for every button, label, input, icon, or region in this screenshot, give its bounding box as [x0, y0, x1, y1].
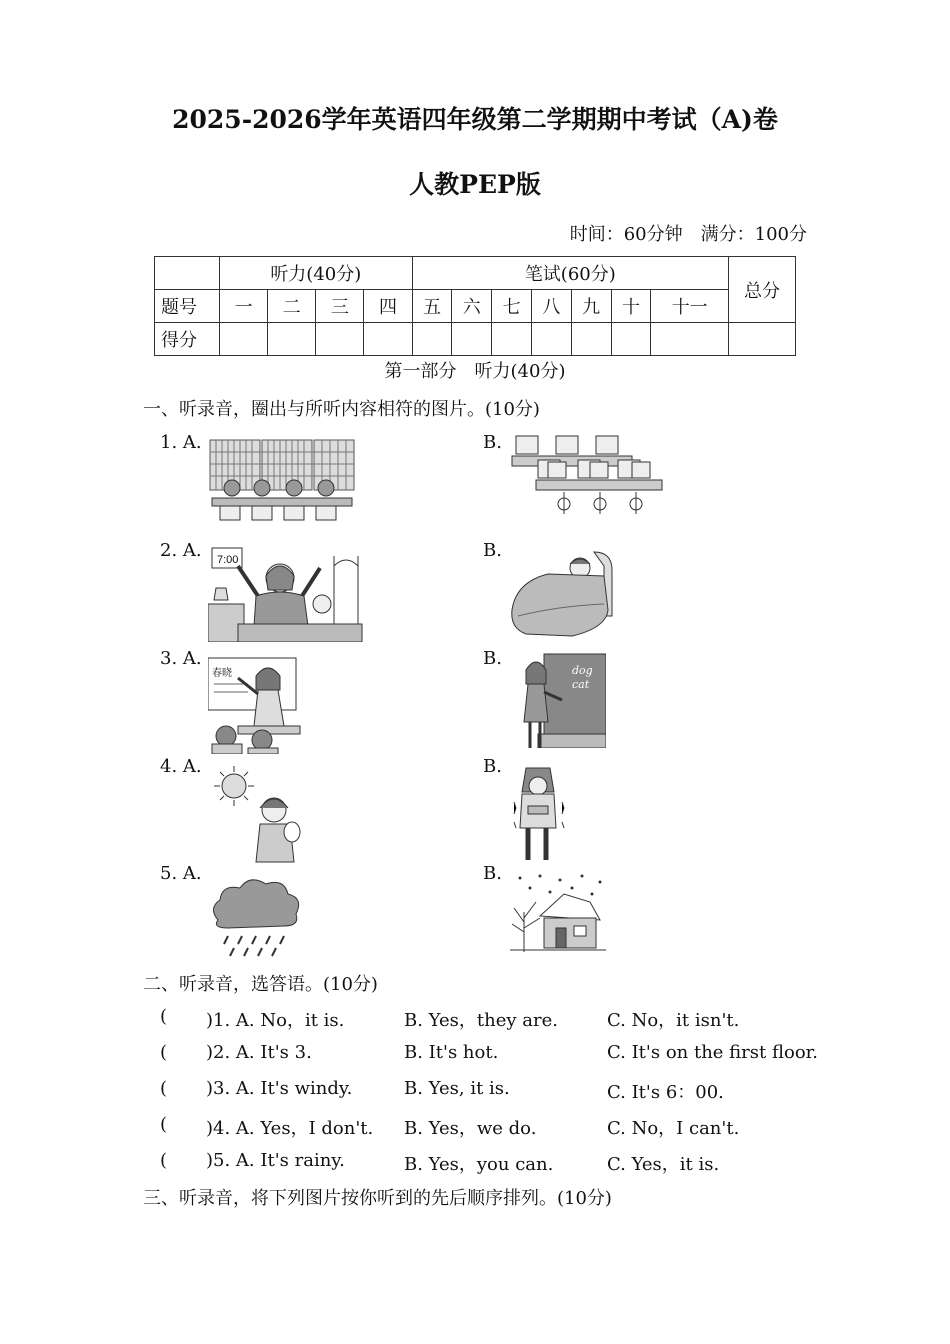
option-a: )2. A. It's 3. — [206, 1042, 312, 1063]
answer-bracket[interactable]: ( — [160, 1006, 168, 1027]
answer-bracket[interactable]: ( — [160, 1042, 168, 1063]
item1-a-label: 1. A. — [160, 432, 202, 453]
option-b: B. Yes，we do. — [404, 1118, 537, 1139]
computer-room-picture[interactable] — [508, 434, 664, 518]
board-text-a: 春晓 — [212, 668, 232, 679]
score-cell[interactable] — [268, 323, 316, 356]
board-text-b1: dog — [572, 664, 593, 677]
item4-b-label: B. — [483, 756, 502, 777]
clock-text: 7:00 — [217, 554, 239, 566]
written-header: 笔试(60分) — [412, 257, 728, 290]
question-row — [160, 1042, 819, 1068]
number-cell: 十一 — [651, 290, 729, 323]
answer-bracket[interactable]: ( — [160, 1114, 168, 1135]
item2-a-label: 2. A. — [160, 540, 202, 561]
score-cell[interactable] — [611, 323, 651, 356]
number-cell: 八 — [531, 290, 571, 323]
score-cell[interactable] — [220, 323, 268, 356]
number-cell: 六 — [452, 290, 492, 323]
score-cell[interactable] — [412, 323, 452, 356]
number-cell: 九 — [571, 290, 611, 323]
go-to-bed-picture[interactable] — [508, 546, 618, 640]
library-picture[interactable] — [208, 436, 356, 522]
snowy-picture[interactable] — [510, 872, 606, 954]
question-row — [160, 1114, 800, 1140]
hot-weather-picture[interactable] — [210, 766, 302, 866]
board-text-b2: cat — [572, 678, 590, 691]
answer-bracket[interactable]: ( — [160, 1078, 168, 1099]
question-row — [160, 1078, 800, 1104]
english-class-picture[interactable] — [520, 652, 606, 748]
number-cell: 四 — [364, 290, 412, 323]
item5-b-label: B. — [483, 863, 502, 884]
score-cell[interactable] — [364, 323, 412, 356]
option-c: C. It's 6：00. — [607, 1082, 724, 1103]
score-cell[interactable] — [492, 323, 532, 356]
get-up-picture[interactable] — [208, 546, 364, 642]
score-cell[interactable] — [531, 323, 571, 356]
score-cell[interactable] — [571, 323, 611, 356]
score-row-label: 得分 — [155, 323, 220, 356]
total-header: 总分 — [729, 257, 796, 323]
score-table — [154, 256, 796, 356]
number-cell: 十 — [611, 290, 651, 323]
item1-b-label: B. — [483, 432, 502, 453]
option-a: )4. A. Yes，I don't. — [206, 1118, 374, 1139]
number-row-label: 题号 — [155, 290, 220, 323]
option-c: C. No，it isn't. — [607, 1010, 740, 1031]
number-cell: 一 — [220, 290, 268, 323]
item3-a-label: 3. A. — [160, 648, 202, 669]
option-a: )3. A. It's windy. — [206, 1078, 353, 1099]
section2-title: 二、听录音，选答语。(10分) — [143, 974, 378, 995]
number-cell: 五 — [412, 290, 452, 323]
option-c: C. Yes，it is. — [607, 1154, 720, 1175]
item3-b-label: B. — [483, 648, 502, 669]
item2-b-label: B. — [483, 540, 502, 561]
option-b: B. Yes，they are. — [404, 1010, 558, 1031]
option-b: B. It's hot. — [404, 1042, 499, 1063]
option-c: C. No，I can't. — [607, 1118, 740, 1139]
question-row — [160, 1150, 800, 1176]
option-b: B. Yes, it is. — [404, 1078, 510, 1099]
section1-title: 一、听录音，圈出与所听内容相符的图片。(10分) — [143, 399, 540, 420]
score-cell[interactable] — [316, 323, 364, 356]
score-cell[interactable] — [651, 323, 729, 356]
corner-cell — [155, 257, 220, 290]
item4-a-label: 4. A. — [160, 756, 202, 777]
score-cell[interactable] — [452, 323, 492, 356]
section3-title: 三、听录音，将下列图片按你听到的先后顺序排列。(10分) — [143, 1188, 612, 1209]
number-cell: 三 — [316, 290, 364, 323]
part1-title: 第一部分 听力(40分) — [384, 361, 566, 382]
chinese-class-picture[interactable] — [208, 656, 302, 754]
option-a: )5. A. It's rainy. — [206, 1150, 345, 1171]
option-c: C. It's on the first floor. — [607, 1042, 819, 1063]
exam-title: 2025-2026学年英语四年级第二学期期中考试（A)卷 — [172, 105, 778, 134]
rainy-picture[interactable] — [208, 874, 304, 960]
number-cell: 七 — [492, 290, 532, 323]
question-row — [160, 1006, 800, 1032]
listening-header: 听力(40分) — [220, 257, 413, 290]
exam-meta: 时间：60分钟 满分：100分 — [569, 224, 807, 245]
number-cell: 二 — [268, 290, 316, 323]
option-a: )1. A. No，it is. — [206, 1010, 345, 1031]
answer-bracket[interactable]: ( — [160, 1150, 168, 1171]
exam-subtitle: 人教PEP版 — [409, 170, 541, 199]
option-b: B. Yes，you can. — [404, 1154, 554, 1175]
item5-a-label: 5. A. — [160, 863, 202, 884]
cold-weather-picture[interactable] — [510, 764, 570, 864]
score-cell[interactable] — [729, 323, 796, 356]
